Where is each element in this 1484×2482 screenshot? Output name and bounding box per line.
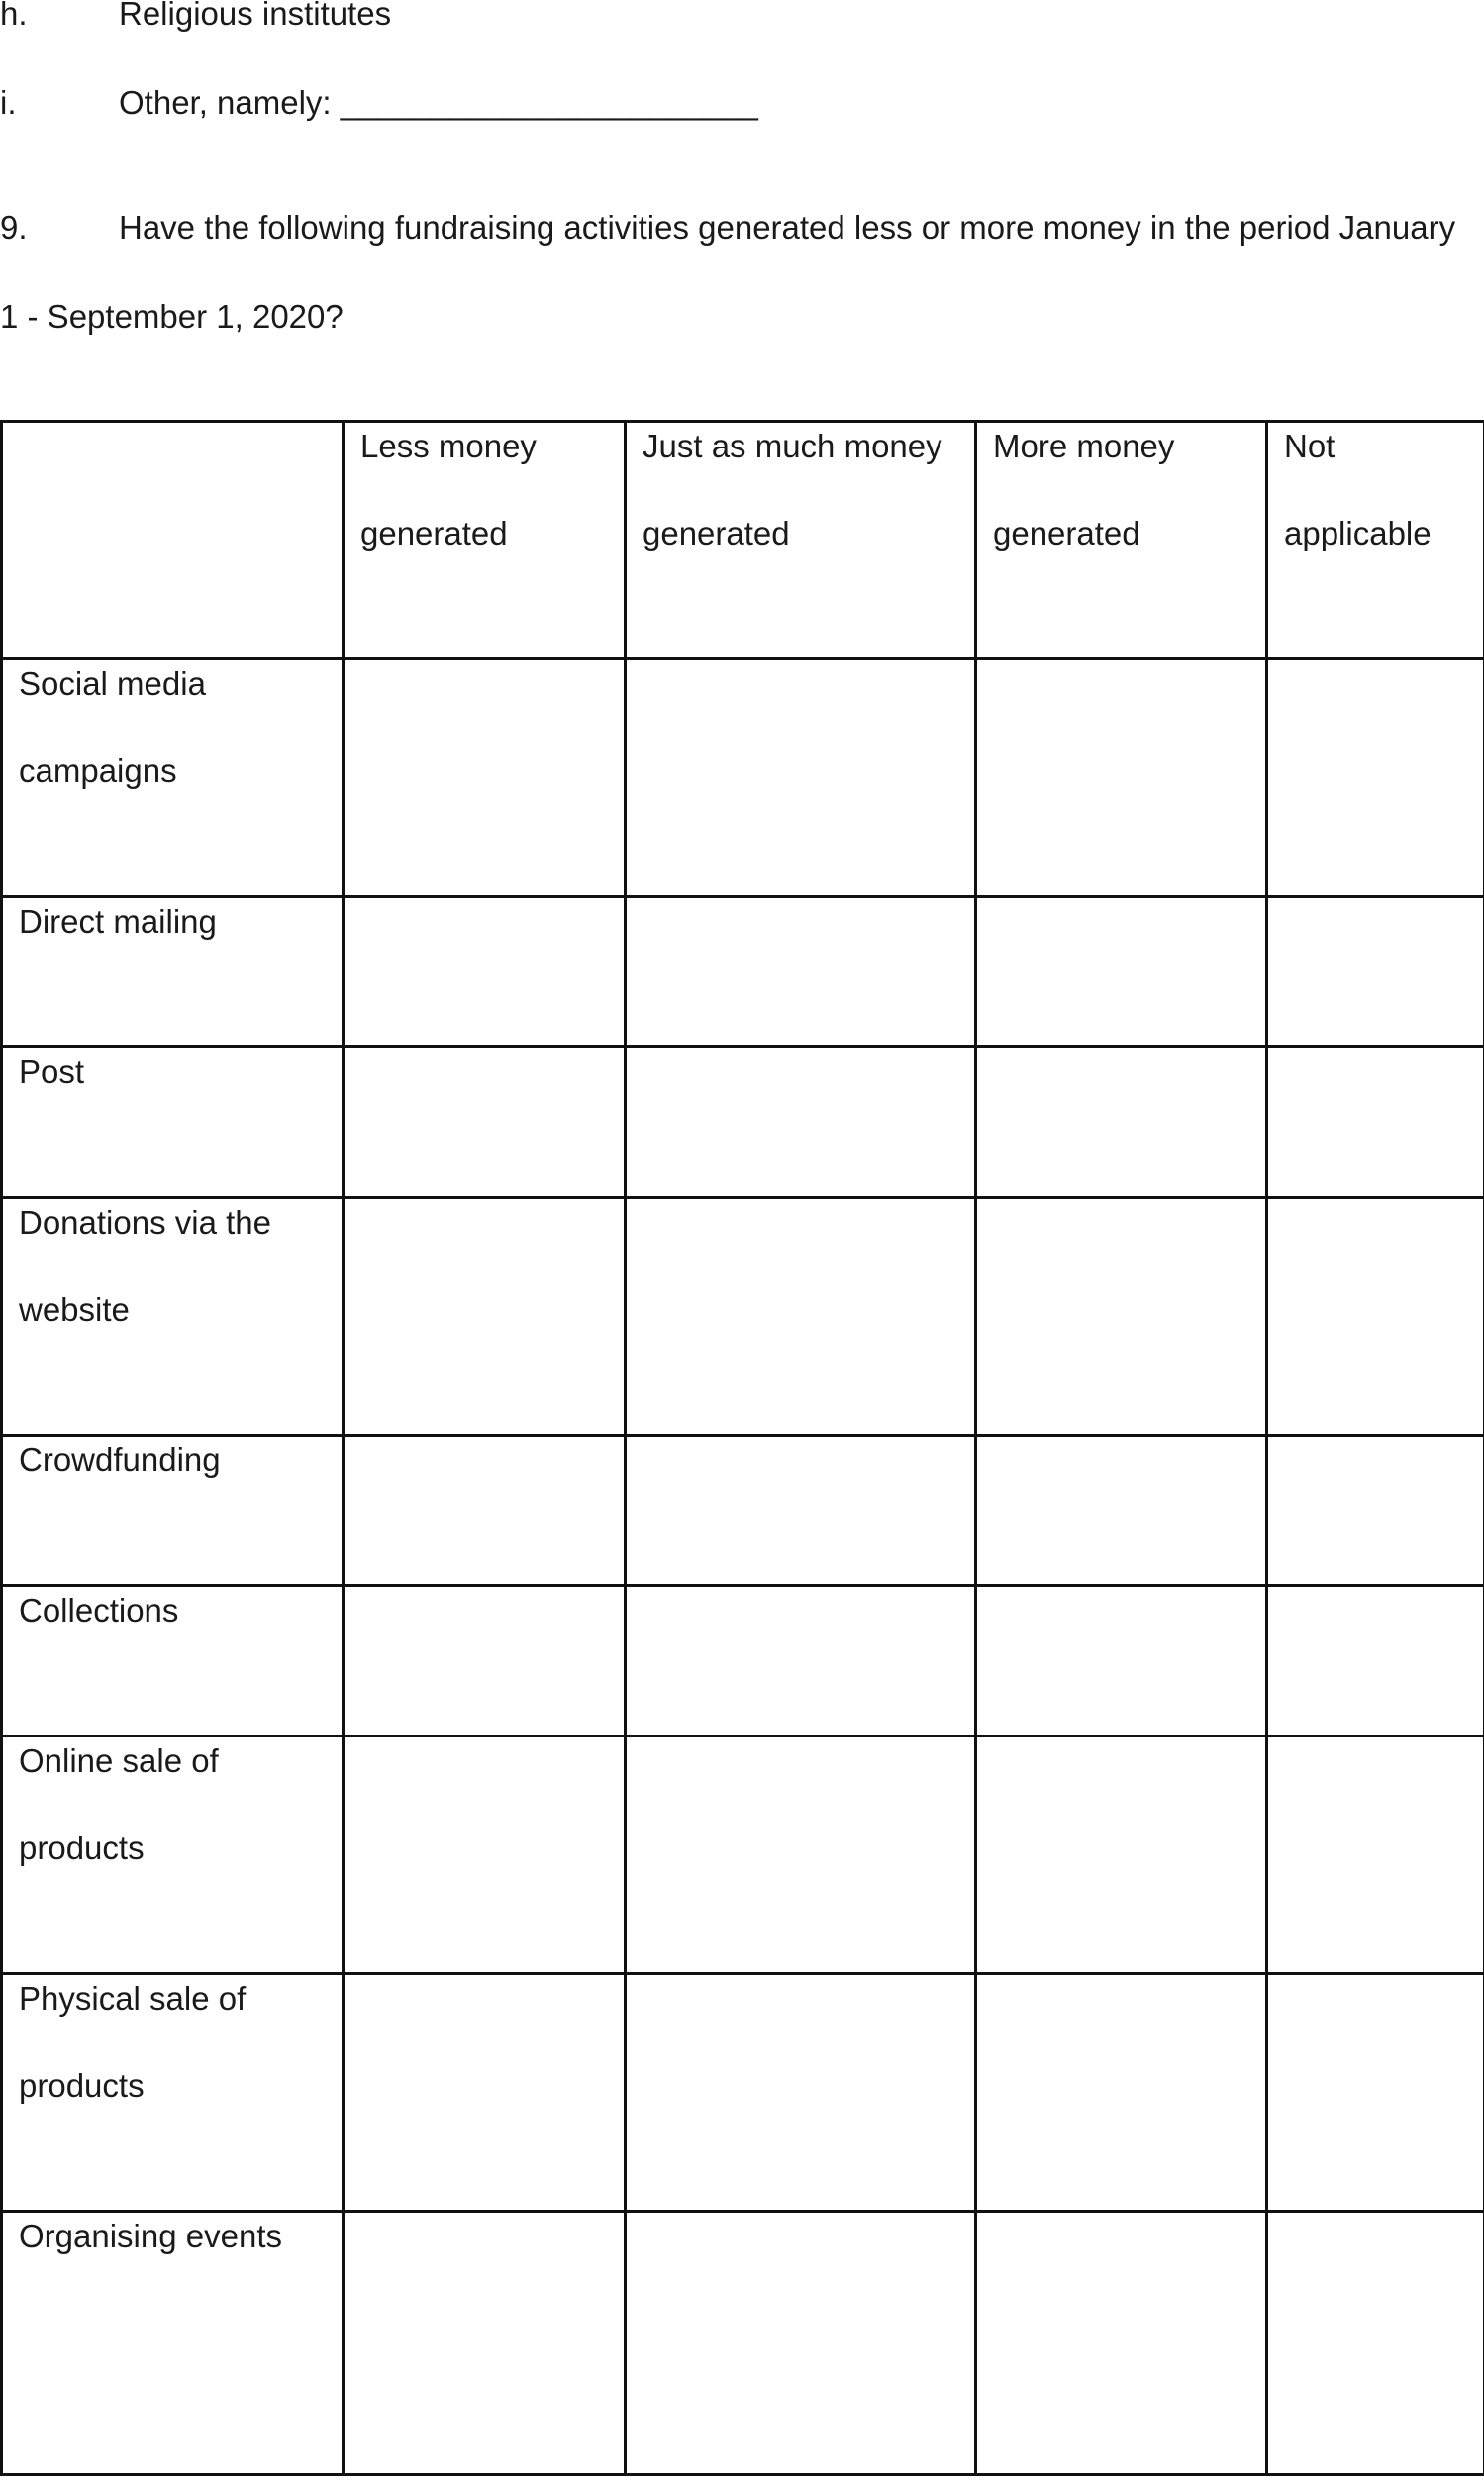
row-label: Post — [2, 1047, 344, 1198]
answer-cell-same[interactable] — [626, 1586, 976, 1737]
answer-cell-more[interactable] — [976, 1586, 1267, 1737]
header-corner-cell — [2, 422, 344, 659]
table-row — [2, 659, 1484, 897]
row-label: Direct mailing — [2, 897, 344, 1047]
table-row — [2, 2212, 1484, 2475]
answer-cell-more[interactable] — [976, 2212, 1267, 2475]
answer-cell-same[interactable] — [626, 1974, 976, 2212]
answer-cell-na[interactable] — [1267, 1047, 1484, 1198]
answer-cell-same[interactable] — [626, 1198, 976, 1436]
table-row — [2, 897, 1484, 1047]
answer-cell-less[interactable] — [344, 1198, 626, 1436]
fundraising-activities-table — [0, 420, 1484, 2476]
list-item-text: Religious institutes — [119, 0, 392, 32]
answer-cell-same[interactable] — [626, 1047, 976, 1198]
table-row — [2, 1974, 1484, 2212]
table-row — [2, 1047, 1484, 1198]
answer-cell-na[interactable] — [1267, 1974, 1484, 2212]
header-not-applicable: Not applicable — [1267, 422, 1484, 659]
row-label: Organising events — [2, 2212, 344, 2475]
answer-cell-less[interactable] — [344, 1436, 626, 1586]
question-number: 9. — [0, 209, 28, 246]
answer-cell-more[interactable] — [976, 897, 1267, 1047]
answer-cell-more[interactable] — [976, 1047, 1267, 1198]
table-row — [2, 1586, 1484, 1737]
table-row — [2, 1198, 1484, 1436]
answer-cell-less[interactable] — [344, 897, 626, 1047]
row-label: Online sale of products — [2, 1737, 344, 1974]
row-label: Physical sale of products — [2, 1974, 344, 2212]
answer-cell-less[interactable] — [344, 1586, 626, 1737]
answer-cell-more[interactable] — [976, 1436, 1267, 1586]
answer-cell-na[interactable] — [1267, 897, 1484, 1047]
answer-cell-more[interactable] — [976, 1198, 1267, 1436]
answer-cell-more[interactable] — [976, 1974, 1267, 2212]
header-same-money: Just as much money generated — [626, 422, 976, 659]
table-row — [2, 1436, 1484, 1586]
answer-cell-same[interactable] — [626, 1737, 976, 1974]
row-label: Crowdfunding — [2, 1436, 344, 1586]
answer-cell-same[interactable] — [626, 2212, 976, 2475]
answer-cell-same[interactable] — [626, 659, 976, 897]
list-item-text: Other, namely: _______________________ — [119, 84, 758, 121]
row-label: Donations via the website — [2, 1198, 344, 1436]
answer-cell-less[interactable] — [344, 1047, 626, 1198]
row-label: Collections — [2, 1586, 344, 1737]
header-less-money: Less money generated — [344, 422, 626, 659]
question-text: Have the following fundraising activities generated less or more money in the period January — [119, 209, 1456, 246]
answer-cell-more[interactable] — [976, 1737, 1267, 1974]
answer-cell-less[interactable] — [344, 659, 626, 897]
table-row — [2, 1737, 1484, 1974]
question-text-continued: 1 - September 1, 2020? — [0, 298, 344, 335]
list-marker: h. — [0, 0, 28, 32]
answer-cell-na[interactable] — [1267, 2212, 1484, 2475]
answer-cell-same[interactable] — [626, 1436, 976, 1586]
list-marker: i. — [0, 84, 17, 121]
answer-cell-na[interactable] — [1267, 659, 1484, 897]
answer-cell-less[interactable] — [344, 2212, 626, 2475]
answer-cell-na[interactable] — [1267, 1737, 1484, 1974]
answer-cell-more[interactable] — [976, 659, 1267, 897]
table-header-row — [2, 422, 1484, 659]
answer-cell-same[interactable] — [626, 897, 976, 1047]
answer-cell-less[interactable] — [344, 1974, 626, 2212]
answer-cell-na[interactable] — [1267, 1198, 1484, 1436]
answer-cell-na[interactable] — [1267, 1586, 1484, 1737]
answer-cell-less[interactable] — [344, 1737, 626, 1974]
header-more-money: More money generated — [976, 422, 1267, 659]
answer-cell-na[interactable] — [1267, 1436, 1484, 1586]
row-label: Social media campaigns — [2, 659, 344, 897]
